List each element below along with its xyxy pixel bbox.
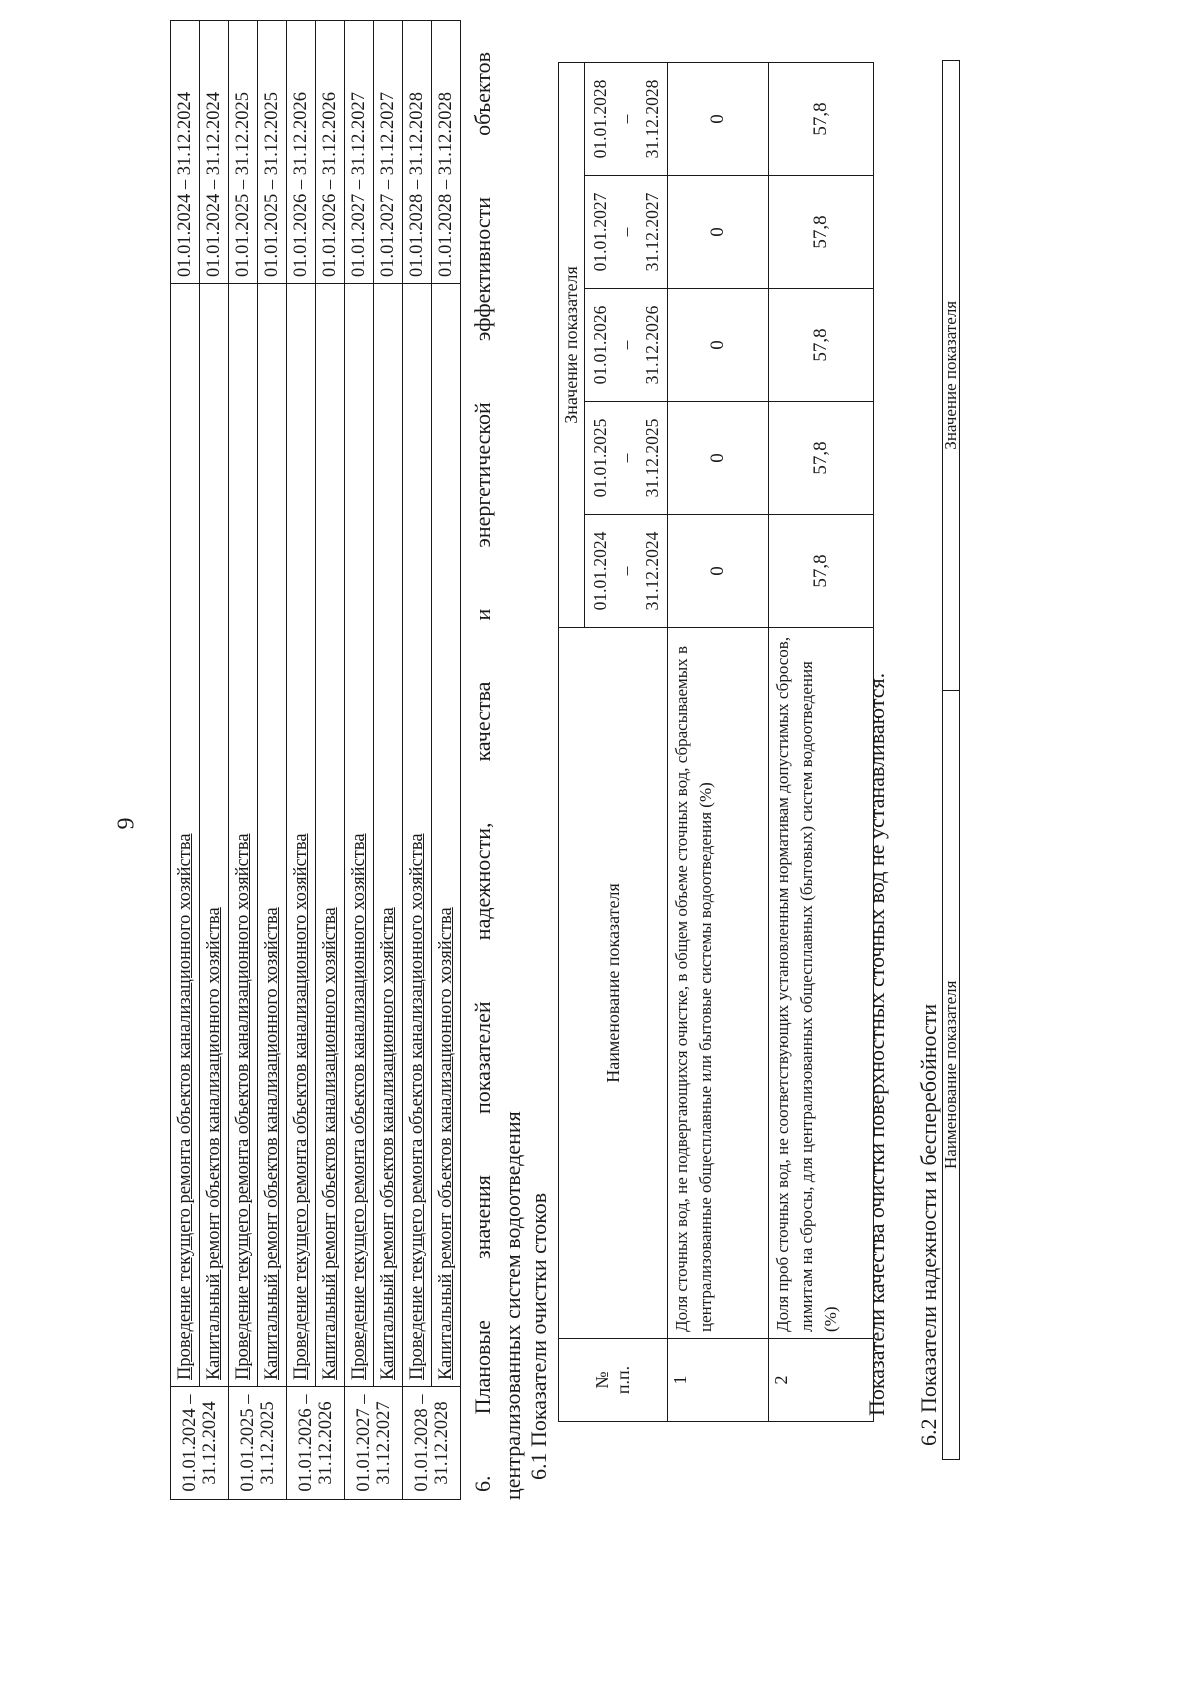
schedule-row	[345, 21, 374, 1500]
schedule-work-description: Проведение текущего ремонта объектов канализационного хозяйства	[403, 284, 432, 1387]
schedule-work-description: Капитальный ремонт объектов канализационного хозяйства	[316, 284, 345, 1387]
indicator-value: 57,8	[769, 63, 874, 176]
indicator-value: 0	[668, 515, 769, 628]
schedule-work-description: Капитальный ремонт объектов канализационного хозяйства	[432, 284, 461, 1387]
indicator-number: 2	[769, 1339, 874, 1422]
schedule-dates: 01.01.2025 – 31.12.2025	[258, 21, 287, 284]
repair-schedule-table	[170, 20, 461, 1500]
schedule-period: 01.01.2028 – 31.12.2028	[403, 1387, 461, 1500]
column-header-indicator-value: Значение показателя	[943, 61, 960, 691]
indicator-row	[769, 63, 874, 1422]
schedule-dates: 01.01.2027 – 31.12.2027	[345, 21, 374, 284]
indicator-row	[668, 63, 769, 1422]
schedule-work-description: Капитальный ремонт объектов канализационного хозяйства	[200, 284, 229, 1387]
schedule-row	[200, 21, 229, 1500]
column-header-period: 01.01.2025 – 31.12.2025	[585, 402, 668, 515]
schedule-dates: 01.01.2024 – 31.12.2024	[171, 21, 200, 284]
schedule-dates: 01.01.2028 – 31.12.2028	[432, 21, 461, 284]
column-header-indicator-name: Наименование показателя	[559, 628, 668, 1339]
schedule-dates: 01.01.2027 – 31.12.2027	[374, 21, 403, 284]
schedule-dates: 01.01.2024 – 31.12.2024	[200, 21, 229, 284]
schedule-period: 01.01.2025 – 31.12.2025	[229, 1387, 287, 1500]
schedule-dates: 01.01.2028 – 31.12.2028	[403, 21, 432, 284]
schedule-row	[171, 21, 200, 1500]
schedule-dates: 01.01.2026 – 31.12.2026	[316, 21, 345, 284]
schedule-dates: 01.01.2025 – 31.12.2025	[229, 21, 258, 284]
schedule-row	[432, 21, 461, 1500]
schedule-row	[258, 21, 287, 1500]
schedule-row	[403, 21, 432, 1500]
column-header-indicator-value: Значение показателя	[559, 63, 585, 628]
subsection-6-1-title: 6.1 Показатели очистки стоков	[526, 1192, 551, 1480]
wastewater-treatment-indicators-table	[558, 62, 874, 1422]
indicator-name: Доля проб сточных вод, не соответствующих установленным нормативам допустимых сбросов, лимитам на сбросы, для централизованных общесплавных (бытовых) систем водоотведения (%)	[769, 628, 874, 1339]
indicator-value: 0	[668, 402, 769, 515]
schedule-row	[374, 21, 403, 1500]
indicator-value: 0	[668, 176, 769, 289]
subsection-6-2-title: 6.2 Показатели надежности и бесперебойности	[916, 1003, 941, 1446]
column-header-number: № п.п.	[559, 1339, 668, 1422]
indicator-value: 0	[668, 63, 769, 176]
schedule-work-description: Капитальный ремонт объектов канализационного хозяйства	[374, 284, 403, 1387]
indicator-name: Доля сточных вод, не подвергающихся очистке, в общем объеме сточных вод, сбрасываемых в централизованные общесплавные или бытовые системы водоотведения (%)	[668, 628, 769, 1339]
column-header-indicator-name: Наименование показателя	[943, 690, 960, 1459]
column-header-period: 01.01.2024 – 31.12.2024	[585, 515, 668, 628]
schedule-work-description: Капитальный ремонт объектов канализационного хозяйства	[258, 284, 287, 1387]
indicator-value: 57,8	[769, 289, 874, 402]
indicator-value: 57,8	[769, 402, 874, 515]
schedule-work-description: Проведение текущего ремонта объектов канализационного хозяйства	[171, 284, 200, 1387]
column-header-period: 01.01.2028 – 31.12.2028	[585, 63, 668, 176]
schedule-period: 01.01.2026 – 31.12.2026	[287, 1387, 345, 1500]
schedule-row	[287, 21, 316, 1500]
schedule-dates: 01.01.2026 – 31.12.2026	[287, 21, 316, 284]
schedule-row	[229, 21, 258, 1500]
indicator-number: 1	[668, 1339, 769, 1422]
section-6-title-continued: централизованных систем водоотведения	[500, 1111, 525, 1500]
indicator-value: 57,8	[769, 515, 874, 628]
schedule-period: 01.01.2027 – 31.12.2027	[345, 1387, 403, 1500]
schedule-work-description: Проведение текущего ремонта объектов канализационного хозяйства	[287, 284, 316, 1387]
schedule-row	[316, 21, 345, 1500]
rotated-document-content	[170, 20, 1120, 1500]
schedule-work-description: Проведение текущего ремонта объектов канализационного хозяйства	[229, 284, 258, 1387]
column-header-period: 01.01.2026 – 31.12.2026	[585, 289, 668, 402]
indicator-value: 57,8	[769, 176, 874, 289]
column-header-period: 01.01.2027 – 31.12.2027	[585, 176, 668, 289]
reliability-indicators-table	[942, 60, 960, 1460]
indicator-value: 0	[668, 289, 769, 402]
schedule-period: 01.01.2024 – 31.12.2024	[171, 1387, 229, 1500]
section-6-title: 6. Плановые значения показателей надежности, качества и энергетической эффективности объектов	[470, 52, 495, 1492]
schedule-work-description: Проведение текущего ремонта объектов канализационного хозяйства	[345, 284, 374, 1387]
page-number: 9	[113, 817, 140, 830]
surface-wastewater-note: Показатели качества очистки поверхностных сточных вод не устанавливаются.	[864, 672, 889, 1416]
